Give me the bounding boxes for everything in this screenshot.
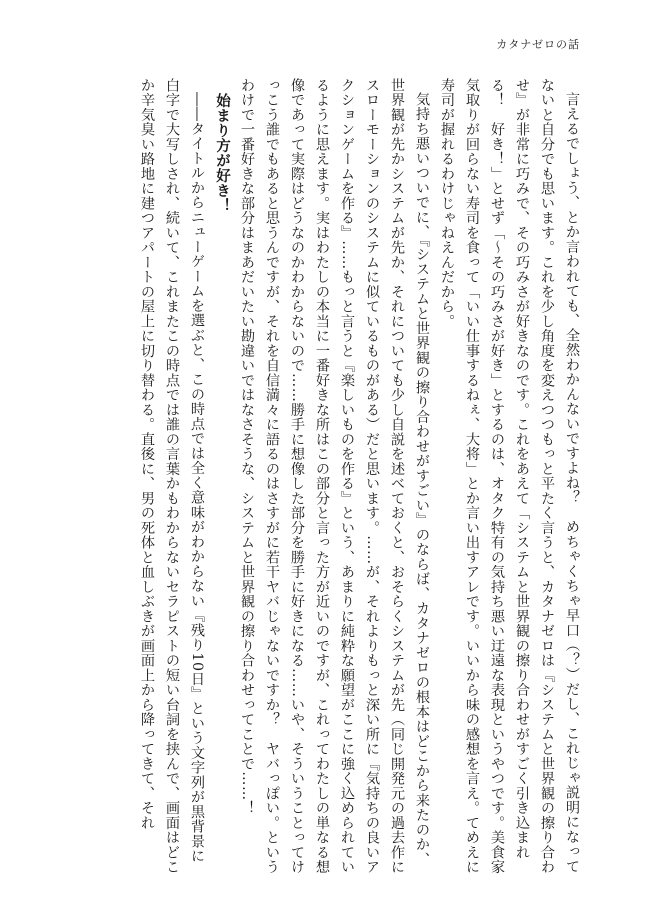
- body-text: [64, 78, 584, 878]
- paragraph-2: 気持ち悪いついでに、『システムと世界観の擦り合わせがすごい』のならば、カタナゼロの根本はどこから来たのか、世界観が先かシステムが先か、それについても少し自説を述べておくと、おそらくシステムが先（同じ開発元の過去作にスローモーションのシステムに似ているものがある）だと思います。……が、それよりもっと深い所に『気持ちの良いアクションゲームを作る』……もっと言うと『楽しいものを作る』という、あまりに純粋な願望がここに強く込められているように思えます。実はわたしの本当に一番好きな所はこの部分と言った方が近いのですが、これってわたしの単なる想像であって実際はどうなのかわからないので……勝手に想像した部分を勝手に好きになる……いや、そういうことってけっこう誰でもあると思うんですが、それを自信満々に語るのはさすがに若干ヤバじゃないですか？ ヤバっぽい。というわけで一番好きな部分はまあだいたい勘違いではなさそうな、システムと世界観の擦り合わせってことで……！: [239, 78, 430, 875]
- paragraph-1: 言えるでしょう、とか言われても、全然わかんないですよね？ めちゃくちゃ早口（？）だし、これじゃ説明になってないと自分でも思います。これを少し角度を変えつつもっと平たく言うと、カタナゼロは『システムと世界観の擦り合わせ』が非常に巧みで、その巧みさが好きなのです。これをあえて「システムと世界観の擦り合わせがすごく引き込まれる！ 好き！」とせず「〜その巧みさが好き」とするのは、オタク特有の気持ち悪い迂遠な表現というやつです。美食家気取りが回らない寿司を食って「いい仕事するねぇ、大将」とか言い出すアレです。いいから味の感想を言え。てめえに寿司が握れるわけじゃねえんだから。: [439, 78, 580, 875]
- running-head: カタナゼロの話: [496, 38, 580, 51]
- section-heading: 始まり方が好き！: [214, 92, 230, 213]
- section-paragraph-1: ――タイトルからニューゲームを選ぶと、この時点では全く意味がわからない『残り10日』という文字列が黒背景に白字で大写しされ、続いて、これまたこの時点では誰の言葉かもわからないセラピストの短い台詞を挟んで、画面はどこか辛気臭い路地に建つアパートの屋上に切り替わる。直後に、男の死体と血しぶきが画面上から降ってきて、それ: [139, 78, 205, 875]
